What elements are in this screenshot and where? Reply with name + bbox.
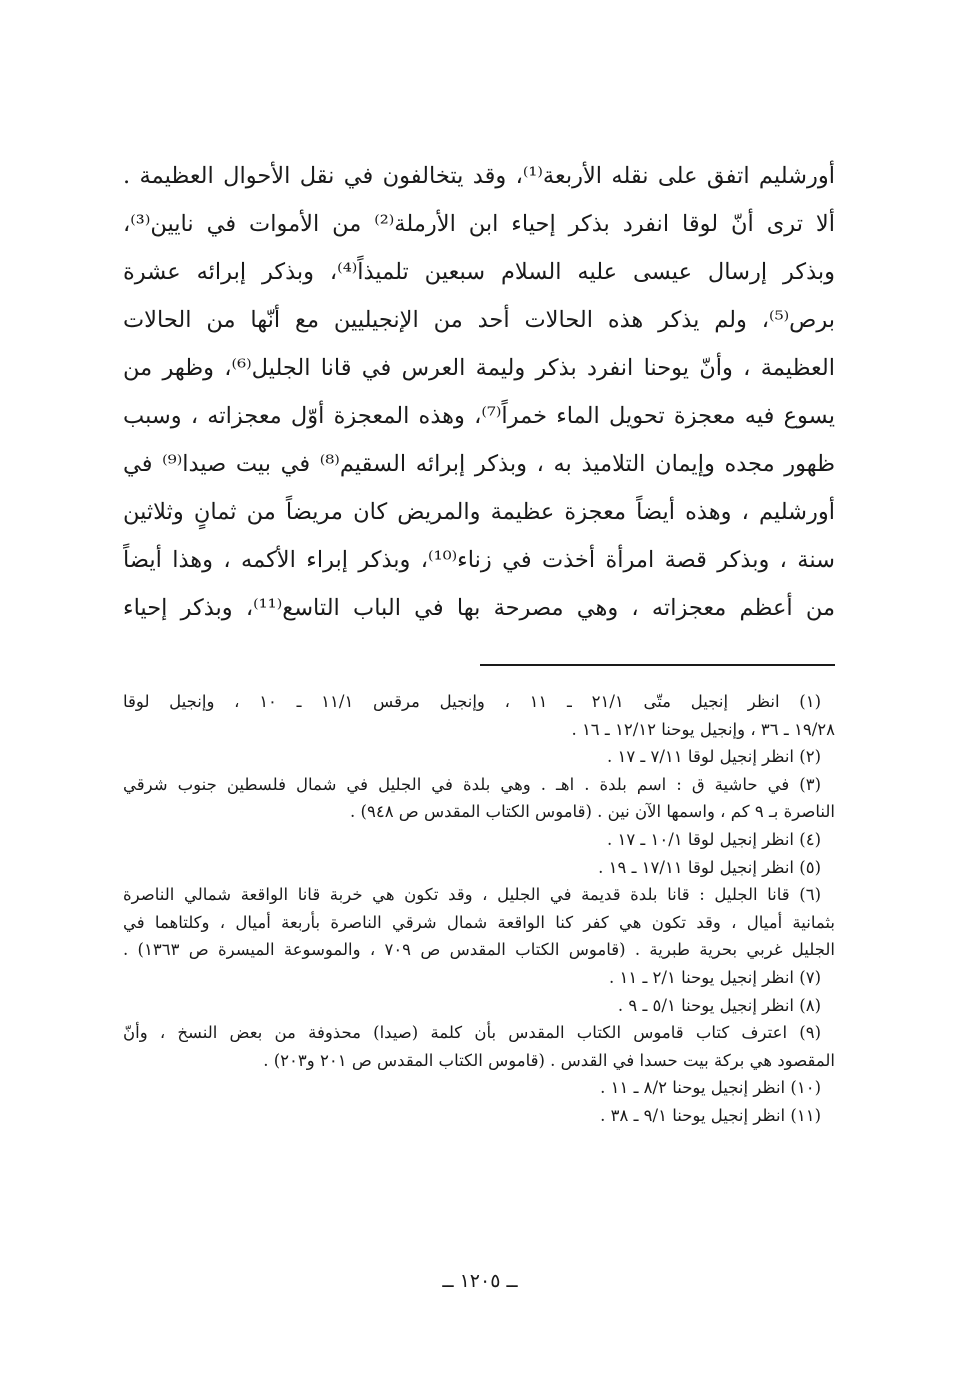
footnote-line: (١١) انظر إنجيل يوحنا ٩/١ ـ ٣٨ . xyxy=(600,1105,821,1125)
page-number: ــ ١٢٠٥ ــ xyxy=(442,1270,518,1292)
footnote-line: (٤) انظر إنجيل لوقا ١٠/١ ـ ١٧ . xyxy=(606,829,821,849)
footnote-line: (٩) اعترف كتاب قاموس الكتاب المقدس بأن كلمة (صيدا) محذوفة من بعض النسخ ، وأنّ xyxy=(123,1023,821,1043)
footnote-line: بثمانية أميال ، وقد تكون هي كفر كنا الواقعة شمال شرقي الناصرة بأربعة أميال ، وكلتاهما في xyxy=(123,912,835,932)
footnotes xyxy=(123,688,835,1130)
text-line: يسوع فيه معجزة تحويل الماء خمراً⁽⁷⁾، وهذه المعجزة أوّل معجزاته ، وسبب xyxy=(123,403,835,429)
text-line: وبذكر إرسال عيسى عليه السلام سبعين تلميذاً⁽⁴⁾، وبذكر إبرائه عشرة xyxy=(123,259,835,285)
footnote-line: (١٠) انظر إنجيل يوحنا ٨/٢ ـ ١١ . xyxy=(600,1078,821,1098)
text-line: من أعظم معجزاته ، وهي مصرحة بها في الباب التاسع⁽¹¹⁾، وبذكر إحياء xyxy=(123,595,835,621)
main-text xyxy=(123,152,835,632)
footnote-line: (١) انظر إنجيل متّى ٢١/١ ـ ١١ ، وإنجيل مرقس ١١/١ ـ ١٠ ، وإنجيل لوقا xyxy=(123,692,822,711)
text-line: ظهور مجده وإيمان التلاميذ به ، وبذكر إبرائه السقيم⁽⁸⁾ في بيت صيدا⁽⁹⁾ في xyxy=(123,451,835,477)
footnote-line: (٨) انظر إنجيل يوحنا ٥/١ ـ ٩ . xyxy=(617,995,821,1015)
footnote-separator xyxy=(480,664,835,666)
text-line: أورشليم ، وهذه أيضاً معجزة عظيمة والمريض كان مريضاً من ثمانٍ وثلاثين xyxy=(123,499,835,525)
text-line: ألا ترى أنّ لوقا انفرد بذكر إحياء ابن الأرملة⁽²⁾ من الأموات في نايين⁽³⁾، xyxy=(123,211,835,237)
text-line: العظيمة ، وأنّ يوحنا انفرد بذكر وليمة العرس في قانا الجليل⁽⁶⁾، وظهر من xyxy=(123,355,835,381)
text-line: سنة ، وبذكر قصة امرأة أخذت في زناء⁽¹⁰⁾، وبذكر إبراء الأكمه ، وهذا أيضاً xyxy=(123,547,835,573)
footnote-line: (٣) في حاشية ق : اسم بلدة . اهـ . وهي بلدة في الجليل في شمال فلسطين جنوب شرقي xyxy=(123,774,821,794)
footnote-line: (٥) انظر إنجيل لوقا ١٧/١١ ـ ١٩ . xyxy=(598,857,821,877)
footnote-line: ١٩/٢٨ ـ ٣٦ ، وإنجيل يوحنا ١٢/١٢ ـ ١٦ . xyxy=(571,719,835,739)
footnote-line: (٧) انظر إنجيل يوحنا ٢/١ ـ ١١ . xyxy=(608,967,821,987)
footnote-line: المقصود هي بركة بيت حسدا في القدس . (قاموس الكتاب المقدس ص ٢٠١ و٢٠٣) . xyxy=(263,1050,835,1070)
footnote-line: الجليل غربي بحرية طبرية . (قاموس الكتاب المقدس ص ٧٠٩ ، والموسوعة الميسرة ص ١٣٦٣) . xyxy=(123,940,835,960)
footnote-line: (٢) انظر إنجيل لوقا ٧/١١ ـ ١٧ . xyxy=(606,747,821,767)
footnote-line: (٦) قانا الجليل : قانا بلدة قديمة في الجليل ، وقد تكون هي خربة قانا الواقعة شمالي الناصرة xyxy=(123,885,821,905)
text-line: أورشليم اتفق على نقله الأربعة⁽¹⁾، وقد يتخالفون في نقل الأحوال العظيمة . xyxy=(123,163,835,189)
footnote-line: الناصرة بـ ٩ كم ، واسمها الآن نين . (قاموس الكتاب المقدس ص ٩٤٨) . xyxy=(350,802,835,822)
text-line: برص⁽⁵⁾، ولم يذكر هذه الحالات أحد من الإنجيليين مع أنّها من الحالات xyxy=(123,307,835,333)
